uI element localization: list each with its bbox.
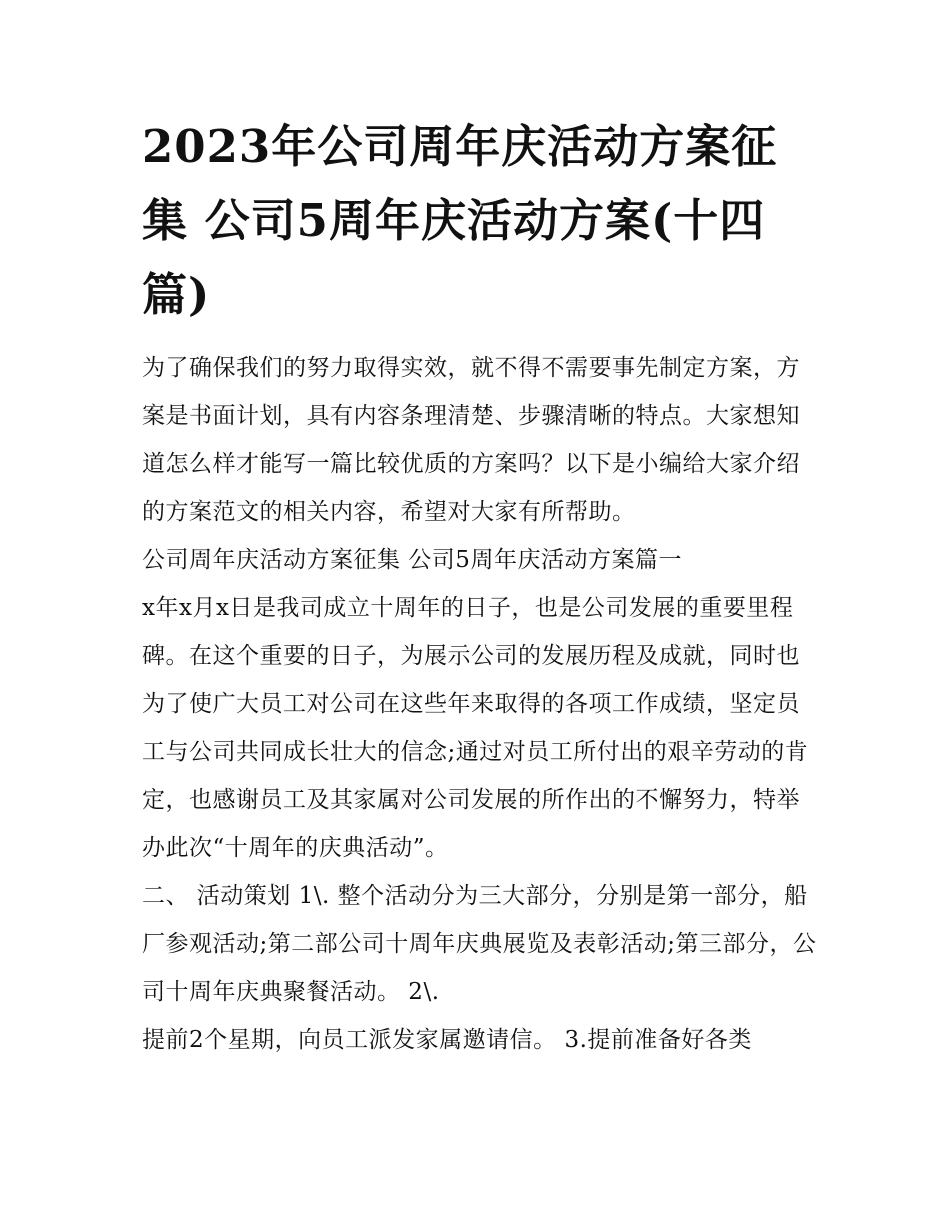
intro-paragraph: 为了确保我们的努力取得实效，就不得不需要事先制定方案，方案是书面计划，具有内容条理清楚、步骤清晰的特点。大家想知道怎么样才能写一篇比较优质的方案吗？以下是小编给大家介绍的方案范文的相关内容，希望对大家有所帮助。 xyxy=(142,355,800,525)
section-heading: 公司周年庆活动方案征集 公司5周年庆活动方案篇一 xyxy=(142,547,682,573)
document-title: 2023年公司周年庆活动方案征集 公司5周年庆活动方案(十四篇) xyxy=(142,120,778,321)
body-paragraph: x年x月x日是我司成立十周年的日子，也是公司发展的重要里程碑。在这个重要的日子，为展示公司的发展历程及成就，同时也为了使广大员工对公司在这些年来取得的各项工作成绩，坚定员工与公司共同成长壮大的信念;通过对员工所付出的艰辛劳动的肯定，也感谢员工及其家属对公司发展的所作出的不懈努力，特举办此次“十周年的庆典活动”。 xyxy=(142,595,809,861)
document-page xyxy=(142,110,822,1064)
body-paragraph: 二、 活动策划 1\. 整个活动分为三大部分，分别是第一部分，船厂参观活动;第二部公司十周年庆典展览及表彰活动;第三部分，公司十周年庆典聚餐活动。 2\. xyxy=(142,883,817,1005)
body-paragraph: 提前2个星期，向员工派发家属邀请信。 3.提前准备好各类 xyxy=(142,1027,752,1053)
